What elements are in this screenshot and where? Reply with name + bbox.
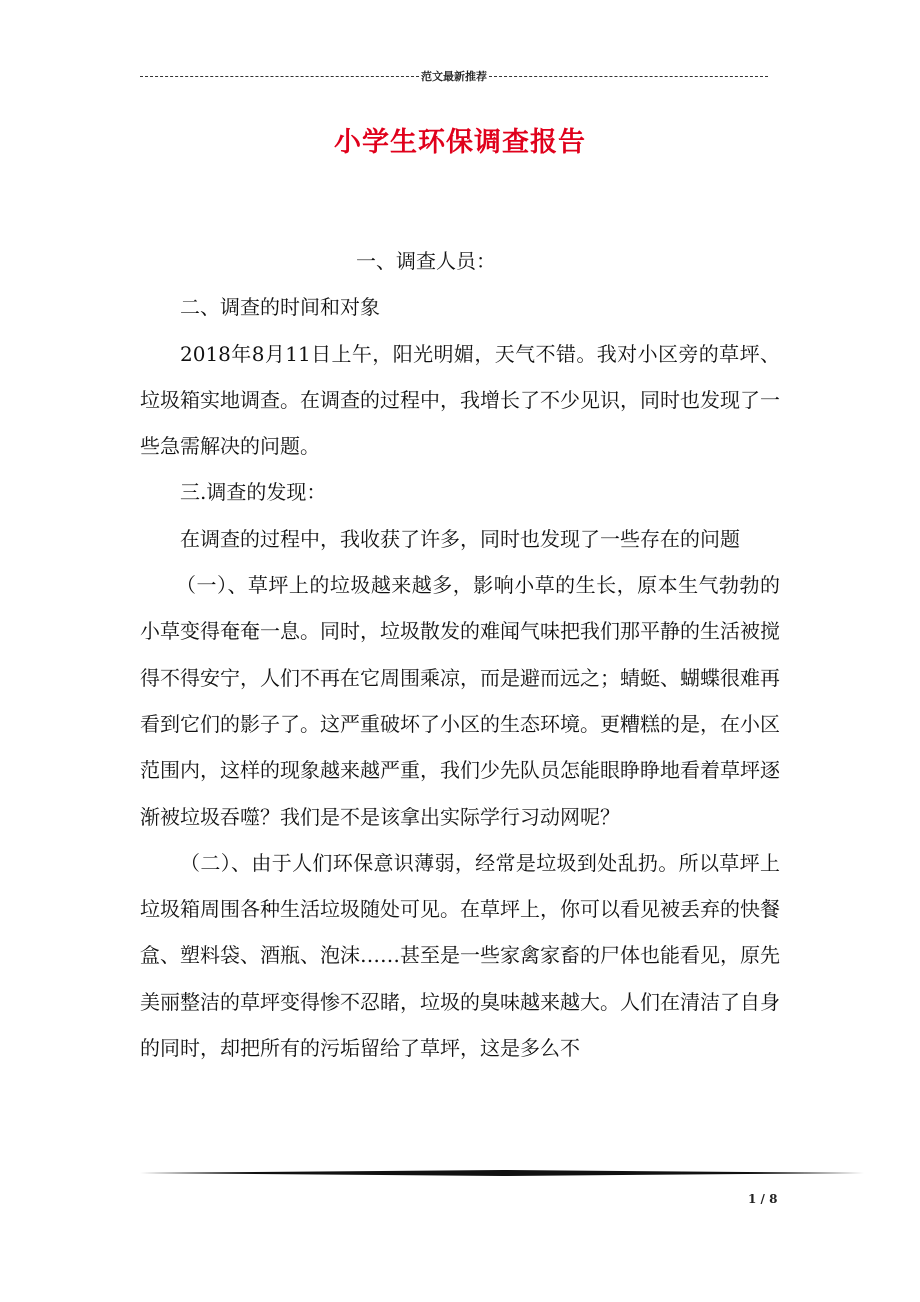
document-title: 小学生环保调查报告: [334, 127, 586, 158]
paragraph-finding-two: （二）、由于人们环保意识薄弱，经常是垃圾到处乱扔。所以草坪上垃圾箱周围各种生活垃圾随处可见。在草坪上，你可以看见被丢弃的快餐盒、塑料袋、酒瓶、泡沫……甚至是一些家禽家畜的尸体也能看见，原先美丽整洁的草坪变得惨不忍睹，垃圾的臭味越来越大。人们在清洁了自身的同时，却把所有的污垢留给了草坪，这是多么不: [140, 850, 780, 1061]
header-label: 范文最新推荐: [421, 70, 487, 83]
header-dash-left: [140, 76, 419, 77]
document-body: [140, 238, 780, 1071]
paragraph-finding-one: （一）、草坪上的垃圾越来越多，影响小草的生长，原本生气勃勃的小草变得奄奄一息。同时，垃圾散发的难闻气味把我们那平静的生活被搅得不得安宁，人们不再在它周围乘凉，而是避而远之；蜻蜓、蝴蝶很难再看到它们的影子了。这严重破坏了小区的生态环境。更糟糕的是，在小区范围内，这样的现象越来越严重，我们少先队员怎能眼睁睁地看着草坪逐渐被垃圾吞噬？我们是不是该拿出实际学行习动网呢？: [140, 573, 780, 829]
page-number: 1 / 8: [748, 1192, 778, 1206]
page-header: [140, 68, 768, 84]
section-heading-findings: 三.调查的发现：: [180, 480, 327, 505]
paragraph-survey-intro: 2018年8月11日上午，阳光明媚，天气不错。我对小区旁的草坪、垃圾箱实地调查。在调查的过程中，我增长了不少见识，同时也发现了一些急需解决的问题。: [140, 341, 780, 459]
section-heading-time-object: 二、调查的时间和对象: [180, 295, 380, 320]
header-dash-right: [489, 76, 768, 77]
footer-rule: [140, 1170, 864, 1176]
paragraph-findings-intro: 在调查的过程中，我收获了许多，同时也发现了一些存在的问题: [180, 526, 740, 551]
section-heading-investigators: 一、调查人员：: [356, 249, 496, 273]
